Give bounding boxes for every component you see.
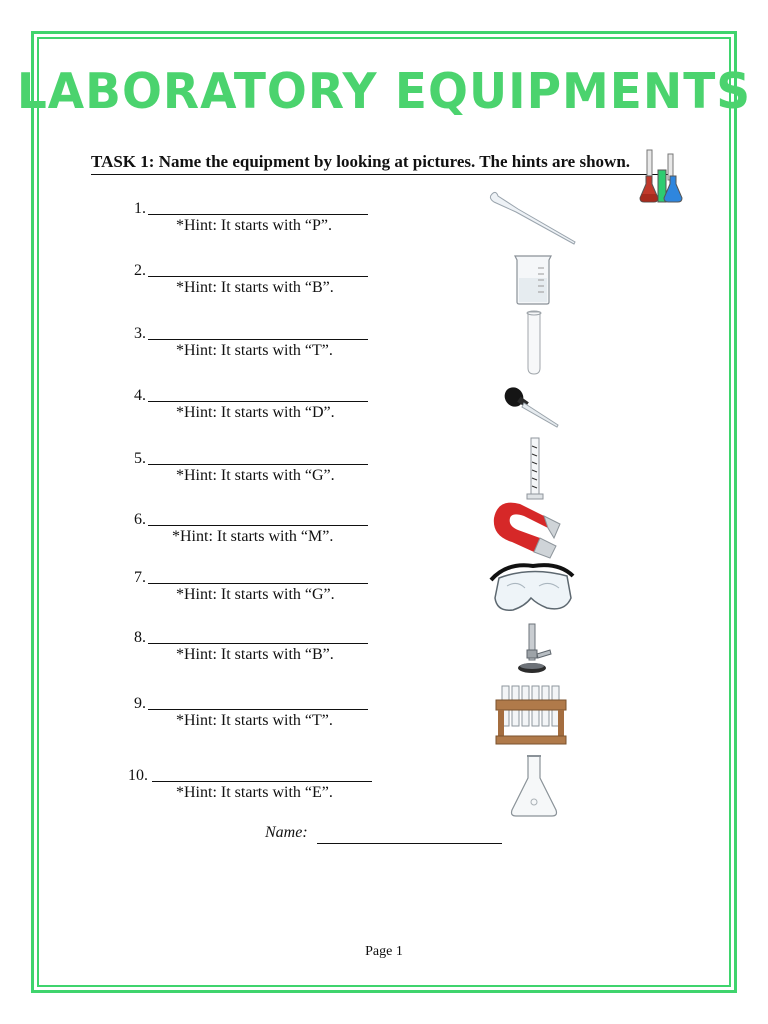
answer-line[interactable] xyxy=(148,464,368,465)
question-number: 1. xyxy=(134,200,146,217)
question-hint: *Hint: It starts with “G”. xyxy=(176,467,335,484)
dropper-icon xyxy=(502,385,562,429)
question-hint: *Hint: It starts with “T”. xyxy=(176,342,333,359)
name-label: Name: xyxy=(265,824,308,841)
question-item xyxy=(0,767,768,807)
question-number: 4. xyxy=(134,387,146,404)
answer-line[interactable] xyxy=(148,525,368,526)
question-hint: *Hint: It starts with “D”. xyxy=(176,404,335,421)
question-hint: *Hint: It starts with “M”. xyxy=(172,528,334,545)
magnet-icon xyxy=(490,500,574,560)
question-hint: *Hint: It starts with “B”. xyxy=(176,646,334,663)
answer-line[interactable] xyxy=(148,643,368,644)
goggles-icon xyxy=(487,558,577,616)
pipette-icon xyxy=(486,188,578,248)
answer-line[interactable] xyxy=(148,214,368,215)
question-number: 7. xyxy=(134,569,146,586)
erlenmeyer-flask-icon xyxy=(506,752,562,820)
question-hint: *Hint: It starts with “T”. xyxy=(176,712,333,729)
task-underline xyxy=(91,174,668,175)
page-number: Page 1 xyxy=(365,944,403,959)
question-number: 2. xyxy=(134,262,146,279)
question-number: 5. xyxy=(134,450,146,467)
question-hint: *Hint: It starts with “E”. xyxy=(176,784,333,801)
question-item xyxy=(0,325,768,365)
question-hint: *Hint: It starts with “P”. xyxy=(176,217,332,234)
test-tube-icon xyxy=(524,310,544,376)
question-number: 9. xyxy=(134,695,146,712)
question-number: 8. xyxy=(134,629,146,646)
beaker-icon xyxy=(512,252,554,306)
question-item xyxy=(0,695,768,735)
answer-line[interactable] xyxy=(152,781,372,782)
question-item xyxy=(0,569,768,609)
question-number: 3. xyxy=(134,325,146,342)
test-tube-rack-icon xyxy=(494,682,568,748)
flasks-icon xyxy=(638,148,684,204)
answer-line[interactable] xyxy=(148,401,368,402)
name-input-line[interactable] xyxy=(317,843,502,844)
graduated-cylinder-icon xyxy=(524,436,546,502)
question-hint: *Hint: It starts with “B”. xyxy=(176,279,334,296)
question-hint: *Hint: It starts with “G”. xyxy=(176,586,335,603)
answer-line[interactable] xyxy=(148,339,368,340)
question-item xyxy=(0,387,768,427)
question-item xyxy=(0,450,768,490)
question-number: 10. xyxy=(128,767,148,784)
worksheet-title: LABORATORY EQUIPMENTS xyxy=(16,62,752,121)
question-item xyxy=(0,511,768,551)
answer-line[interactable] xyxy=(148,583,368,584)
question-item xyxy=(0,200,768,240)
answer-line[interactable] xyxy=(148,709,368,710)
question-number: 6. xyxy=(134,511,146,528)
answer-line[interactable] xyxy=(148,276,368,277)
task-instruction: TASK 1: Name the equipment by looking at pictures. The hints are shown. xyxy=(91,152,631,171)
question-item xyxy=(0,262,768,302)
question-item xyxy=(0,629,768,669)
bunsen-burner-icon xyxy=(510,620,558,676)
